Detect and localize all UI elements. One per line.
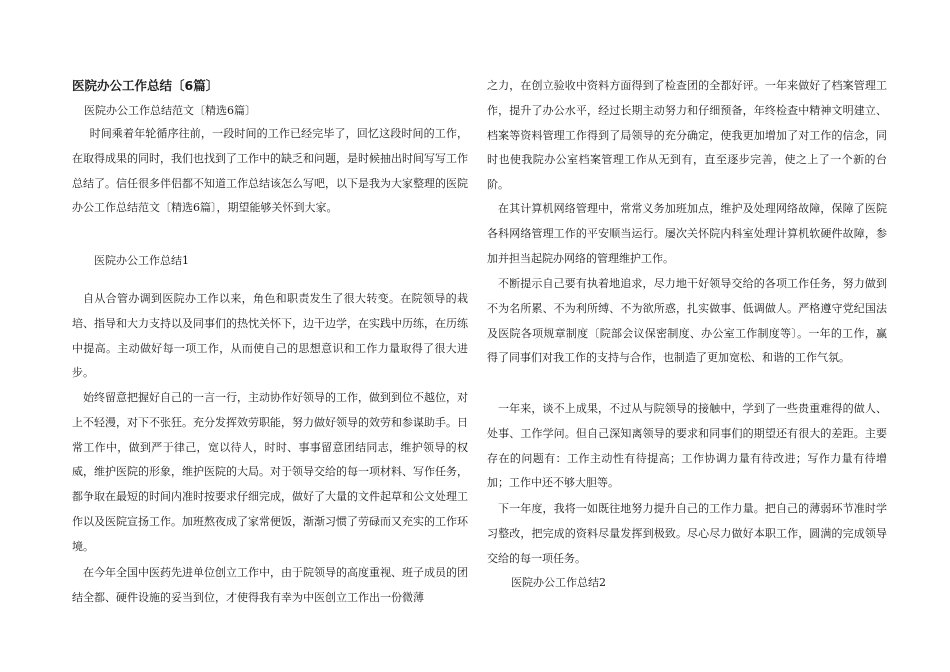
section-heading-2: 医院办公工作总结2 (511, 576, 606, 589)
intro-paragraph: 时间乘着年轮循序往前，一段时间的工作已经完毕了，回忆这段时间的工作，在取得成果的同时，我们也找到了工作中的缺乏和问题，是时候抽出时间写写工作总结了。信任很多伴侣都不知道工作总结该怎么写吧，以下是我为大家整理的医院办公工作总结范文〔精选6篇〕，期望能够关怀到大家。 (72, 127, 468, 215)
body-paragraph: 下一年度，我将一如既往地努力提升自己的工作力量。把自己的薄弱环节准时学习整改，把完成的资料尽量发挥到极致。尽心尽力做好本职工作，圆满的完成领导交给的每一项任务。 (487, 502, 887, 565)
body-paragraph: 始终留意把握好自己的一言一行，主动协作好领导的工作，做到到位不越位，对上不轻漫，对下不张狂。充分发挥效劳职能，努力做好领导的效劳和参谋助手。日常工作中，做到严于律己，宽以待人，时时、事事留意团结同志，维护领导的权威，维护医院的形象，维护医院的大局。对于领导交给的每一项材料、写作任务，都争取在最短的时间内准时按要求仔细完成，做好了大量的文件起草和公文处理工作以及医院宣扬工作。加班熬夜成了家常便饭，渐渐习惯了劳碌而又充实的工作环境。 (72, 391, 468, 553)
body-paragraph: 在今年全国中医药先进单位创立工作中，由于院领导的高度重视、班子成员的团结全都、硬件设施的妥当到位，才使得我有幸为中医创立工作出一份微薄 (72, 566, 468, 604)
document-subtitle: 医院办公工作总结范文〔精选6篇〕 (84, 104, 256, 117)
document-title: 医院办公工作总结〔6篇〕 (72, 78, 219, 93)
body-paragraph: 不断提示自己要有执着地追求，尽力地干好领导交给的各项工作任务，努力做到不为名所累、不为利所缚、不为欲所惑，扎实做事、低调做人。严格遵守党纪国法及医院各项规章制度〔院部会议保密制度、办公室工作制度等〕。一年的工作，赢得了同事们对我工作的支持与合作，也制造了更加宽松、和谐的工作气氛。 (487, 277, 887, 365)
body-paragraph: 在其计算机网络管理中，常常义务加班加点，维护及处理网络故障，保障了医院各科网络管理工作的平安顺当运行。屡次关怀院内科室处理计算机软硬件故障，参加并担当起院办网络的管理维护工作。 (487, 202, 887, 265)
body-paragraph: 一年来，谈不上成果，不过从与院领导的接触中，学到了一些贵重难得的做人、处事、工作学问。但自己深知离领导的要求和同事们的期望还有很大的差距。主要存在的问题有：工作主动性有待提高；工作协调力量有待改进；写作力量有待增加；工作中还不够大胆等。 (487, 402, 887, 490)
body-paragraph: 自从合管办调到医院办工作以来，角色和职责发生了很大转变。在院领导的栽培、指导和大力支持以及同事们的热忱关怀下，边干边学，在实践中历练，在历练中提高。主动做好每一项工作，从而使自己的思想意识和工作力量取得了很大进步。 (72, 292, 468, 380)
body-paragraph: 之力，在创立验收中资料方面得到了检查团的全都好评。一年来做好了档案管理工作，提升了办公水平，经过长期主动努力和仔细预备，年终检查中精神文明建立、档案等资料管理工作得到了局领导的充分确定，使我更加增加了对工作的信念，同时也使我院办公室档案管理工作从无到有，直至逐步完善，使之上了一个新的台阶。 (487, 79, 887, 192)
section-heading-1: 医院办公工作总结1 (94, 254, 189, 267)
